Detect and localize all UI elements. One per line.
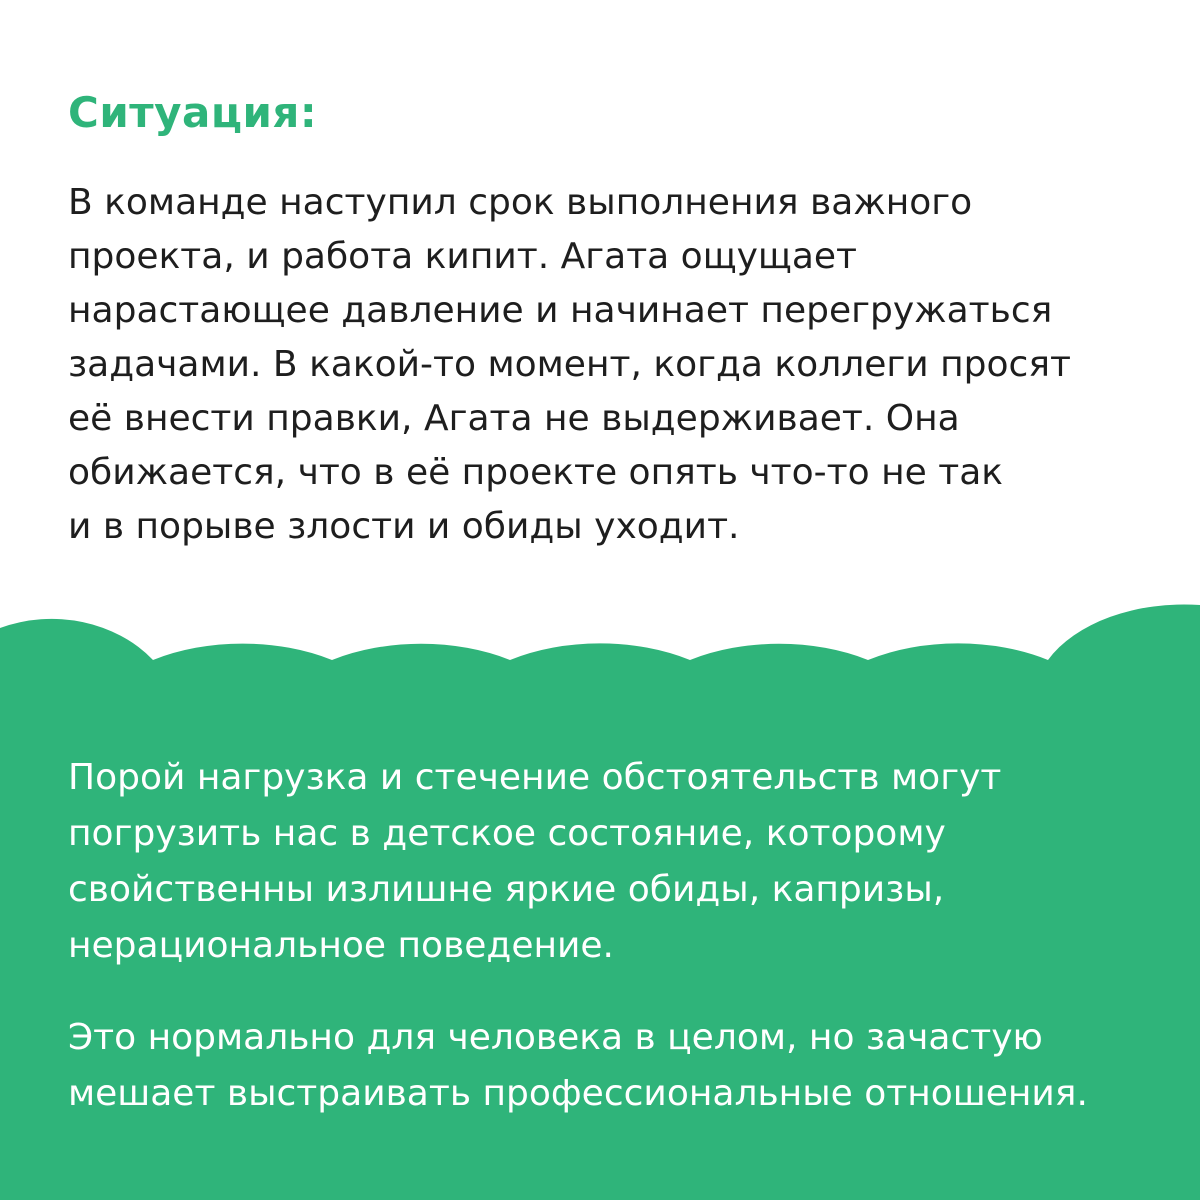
situation-line: задачами. В какой-то момент, когда коллеги просят	[68, 344, 1071, 385]
situation-line: В команде наступил срок выполнения важного	[68, 182, 973, 223]
explanation-paragraph-2	[68, 1010, 1168, 1122]
explanation-paragraph-1	[68, 750, 1168, 974]
situation-heading: Ситуация:	[68, 88, 318, 137]
explanation-line: погрузить нас в детское состояние, которому	[68, 813, 946, 854]
explanation-line: нерациональное поведение.	[68, 925, 614, 966]
situation-text	[68, 176, 1148, 554]
explanation-line: свойственны излишне яркие обиды, капризы,	[68, 869, 945, 910]
situation-line: и в порыве злости и обиды уходит.	[68, 506, 740, 547]
situation-line: её внести правки, Агата не выдерживает. Она	[68, 398, 960, 439]
situation-line: проекта, и работа кипит. Агата ощущает	[68, 236, 858, 277]
explanation-line: Это нормально для человека в целом, но зачастую	[68, 1017, 1043, 1058]
explanation-line: Порой нагрузка и стечение обстоятельств могут	[68, 757, 1002, 798]
explanation-panel	[0, 590, 1200, 1200]
situation-line: обижается, что в её проекте опять что-то не так	[68, 452, 1003, 493]
situation-line: нарастающее давление и начинает перегружаться	[68, 290, 1053, 331]
explanation-line: мешает выстраивать профессиональные отношения.	[68, 1073, 1088, 1114]
